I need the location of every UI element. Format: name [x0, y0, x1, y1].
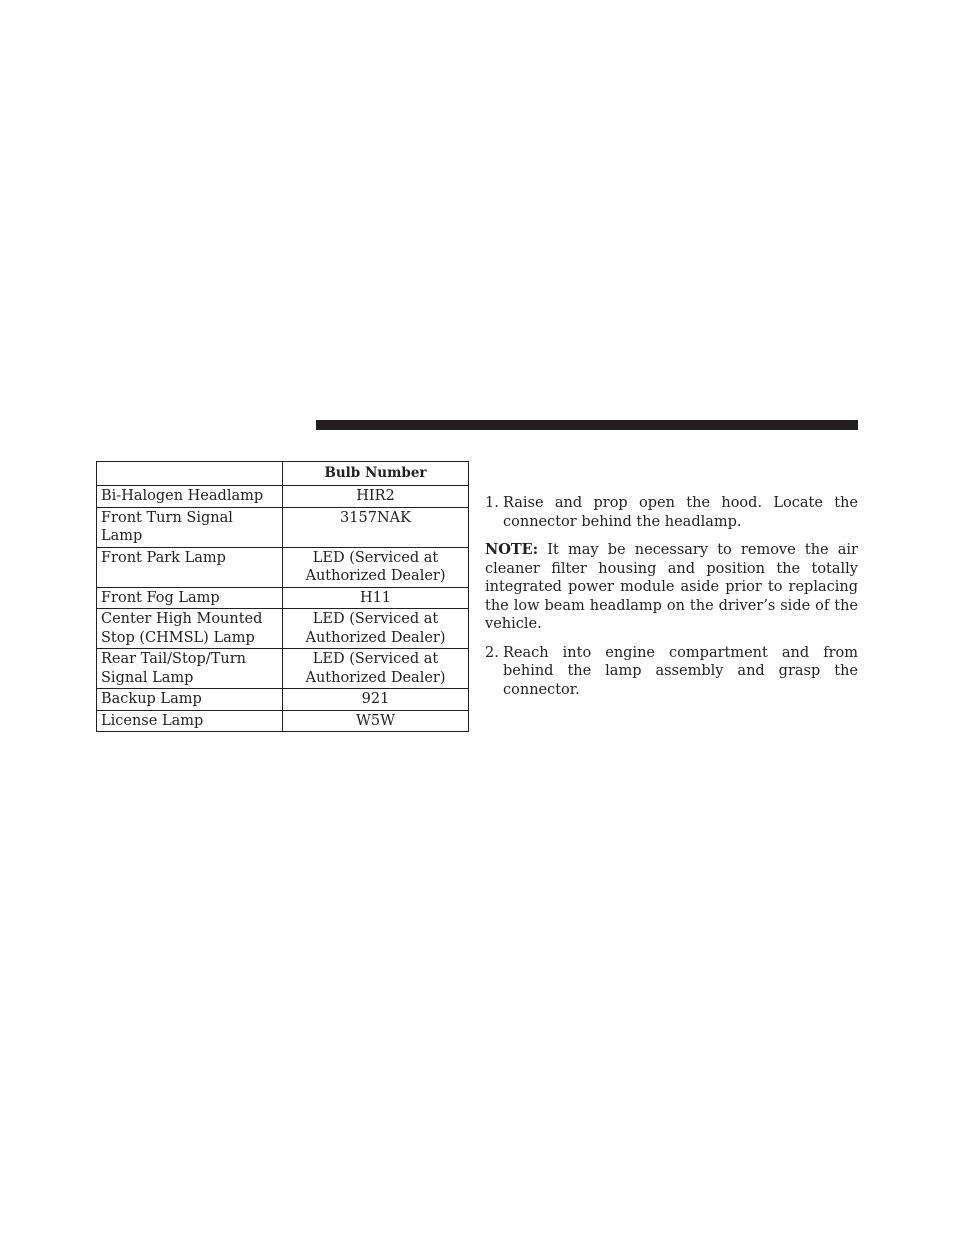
lamp-cell: Backup Lamp — [97, 689, 283, 711]
note-label: NOTE: — [485, 541, 539, 558]
table-row — [97, 649, 469, 689]
lamp-cell: Bi-Halogen Headlamp — [97, 486, 283, 508]
lamp-cell: License Lamp — [97, 710, 283, 732]
note-paragraph — [485, 541, 858, 634]
bulb-cell: W5W — [283, 710, 469, 732]
section-header-bar — [316, 420, 858, 430]
bulb-cell: H11 — [283, 587, 469, 609]
table-row — [97, 609, 469, 649]
table-row — [97, 486, 469, 508]
bulb-cell: 3157NAK — [283, 507, 469, 547]
lamp-cell: Front Turn Signal Lamp — [97, 507, 283, 547]
table-row — [97, 689, 469, 711]
bulb-cell: LED (Serviced at Authorized Dealer) — [283, 547, 469, 587]
table-header-row — [97, 462, 469, 486]
bulb-cell: 921 — [283, 689, 469, 711]
table-row — [97, 547, 469, 587]
step-text: Raise and prop open the hood. Locate the connector behind the headlamp. — [503, 495, 858, 530]
lamp-cell: Front Fog Lamp — [97, 587, 283, 609]
header-lamp — [97, 462, 283, 486]
table-row — [97, 587, 469, 609]
step-1 — [485, 494, 858, 531]
table-row — [97, 710, 469, 732]
step-text: Reach into engine compartment and from behind the lamp assembly and grasp the connector. — [503, 644, 858, 698]
step-number: 1. — [485, 495, 499, 511]
header-bulb-number: Bulb Number — [283, 462, 469, 486]
lamp-cell: Rear Tail/Stop/Turn Signal Lamp — [97, 649, 283, 689]
instructions-column — [485, 494, 858, 709]
table-row — [97, 507, 469, 547]
lamp-cell: Center High Mounted Stop (CHMSL) Lamp — [97, 609, 283, 649]
note-text: It may be necessary to remove the air cleaner filter housing and position the totally integrated power module aside prior to replacing the low beam headlamp on the driver’s side of the vehicle. — [485, 542, 858, 632]
bulb-cell: HIR2 — [283, 486, 469, 508]
lamp-cell: Front Park Lamp — [97, 547, 283, 587]
step-2 — [485, 644, 858, 700]
bulb-cell: LED (Serviced at Authorized Dealer) — [283, 649, 469, 689]
step-number: 2. — [485, 644, 499, 661]
bulb-cell: LED (Serviced at Authorized Dealer) — [283, 609, 469, 649]
bulb-table — [96, 461, 469, 732]
